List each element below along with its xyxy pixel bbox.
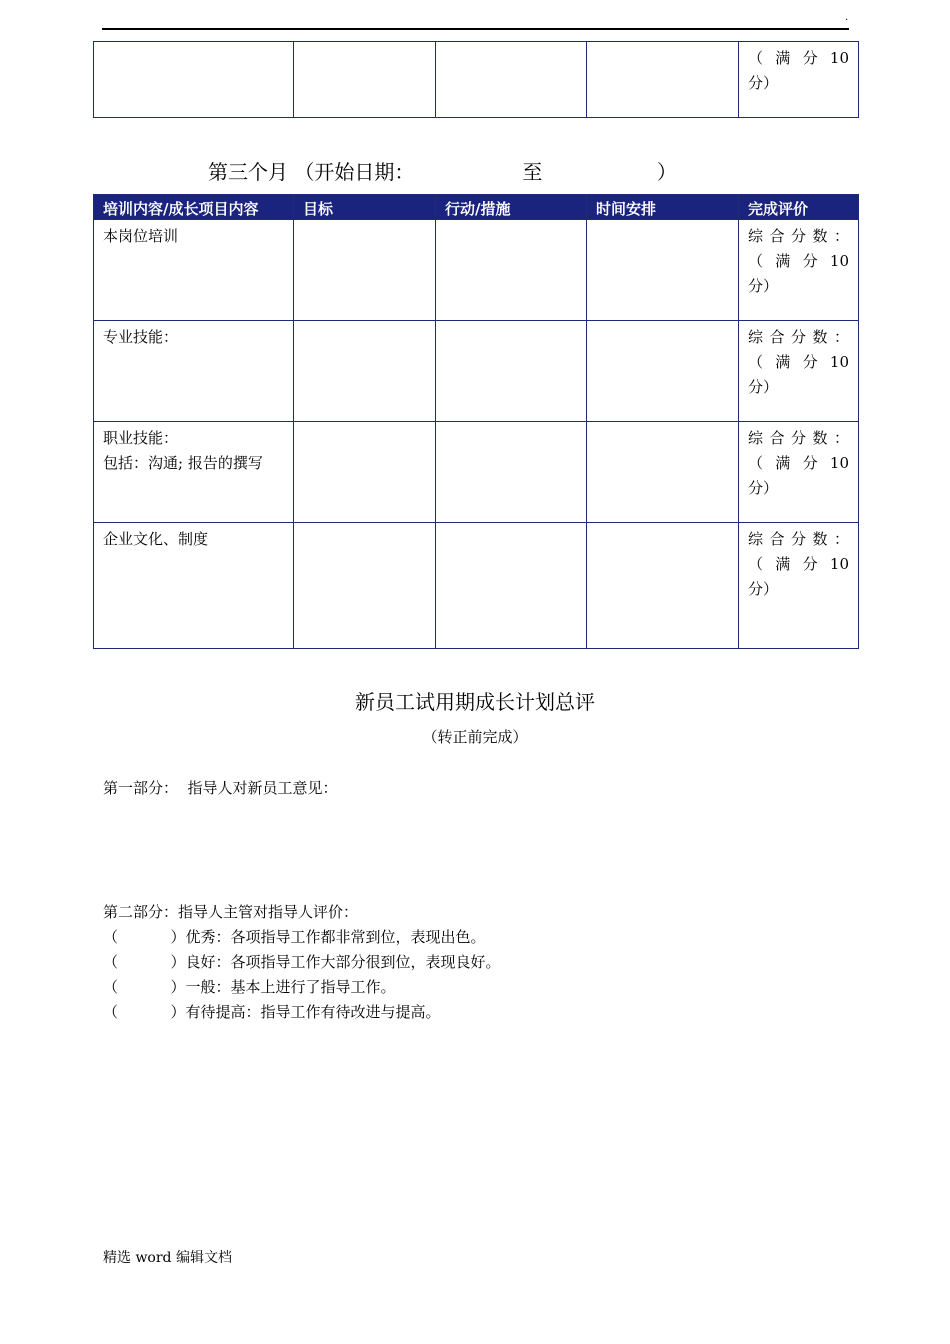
- table-header-row: [94, 195, 859, 220]
- score-line: （ 满 分 10: [748, 49, 849, 67]
- summary-title: 新员工试用期成长计划总评: [355, 690, 595, 714]
- table-row: [94, 321, 859, 422]
- row-content: 职业技能： 包括：沟通; 报告的撰写: [103, 429, 263, 472]
- score-line: 分）: [748, 580, 779, 598]
- row-content: 专业技能：: [103, 328, 179, 346]
- table-cell: [294, 42, 436, 118]
- score-line: （ 满 分 10: [748, 555, 849, 573]
- header-rule: [102, 28, 849, 30]
- table-cell: [436, 220, 587, 321]
- score-line: （ 满 分 10: [748, 252, 849, 270]
- table-cell: [294, 321, 436, 422]
- score-cell: [739, 523, 859, 649]
- score-line: 综 合 分 数 ：: [748, 429, 849, 447]
- header-goal: 目标: [294, 195, 436, 220]
- table-cell: [587, 321, 739, 422]
- table-cell: [587, 42, 739, 118]
- prev-month-table: [93, 41, 859, 118]
- table-cell: [436, 42, 587, 118]
- table-cell: [587, 523, 739, 649]
- score-line: 分）: [748, 74, 779, 92]
- score-line: （ 满 分 10: [748, 353, 849, 371]
- row-content: 企业文化、制度: [103, 530, 209, 548]
- table-row: [94, 422, 859, 523]
- table-cell: [436, 321, 587, 422]
- header-schedule: 时间安排: [587, 195, 739, 220]
- score-line: 分）: [748, 277, 779, 295]
- score-line: 综 合 分 数 ：: [748, 328, 849, 346]
- score-cell: [739, 422, 859, 523]
- table-cell: [587, 422, 739, 523]
- table-cell: [294, 220, 436, 321]
- score-line: 综 合 分 数 ：: [748, 227, 849, 245]
- row-content: 本岗位培训: [103, 227, 179, 245]
- part-two-label: 第二部分：指导人主管对指导人评价：: [103, 903, 359, 921]
- score-line: 分）: [748, 479, 779, 497]
- table-cell: [436, 523, 587, 649]
- score-line: 分）: [748, 378, 779, 396]
- table-cell: [294, 523, 436, 649]
- header-action: 行动/措施: [436, 195, 587, 220]
- score-line: （ 满 分 10: [748, 454, 849, 472]
- table-row: [94, 220, 859, 321]
- table-cell: [294, 422, 436, 523]
- table-cell: [436, 422, 587, 523]
- option-good: （ ）良好：各项指导工作大部分很到位，表现良好。: [103, 953, 501, 971]
- score-line: 综 合 分 数 ：: [748, 530, 849, 548]
- score-cell: [739, 321, 859, 422]
- option-excellent: （ ）优秀：各项指导工作都非常到位，表现出色。: [103, 928, 486, 946]
- score-cell: [739, 220, 859, 321]
- table-cell: [94, 42, 294, 118]
- table-cell: [587, 220, 739, 321]
- summary-subtitle: （转正前完成）: [422, 728, 528, 746]
- score-cell: [739, 42, 859, 118]
- part-one-label: 第一部分： 指导人对新员工意见：: [103, 779, 338, 797]
- month-three-title: 第三个月 （开始日期： 至 ）: [208, 160, 677, 184]
- month-three-table: [93, 194, 859, 649]
- header-mark: .: [845, 12, 849, 23]
- footer-text: 精选 word 编辑文档: [103, 1250, 232, 1266]
- header-content: 培训内容/成长项目内容: [94, 195, 294, 220]
- table-row: [94, 523, 859, 649]
- header-evaluation: 完成评价: [739, 195, 859, 220]
- option-needs-improvement: （ ）有待提高：指导工作有待改进与提高。: [103, 1003, 441, 1021]
- option-average: （ ）一般：基本上进行了指导工作。: [103, 978, 396, 996]
